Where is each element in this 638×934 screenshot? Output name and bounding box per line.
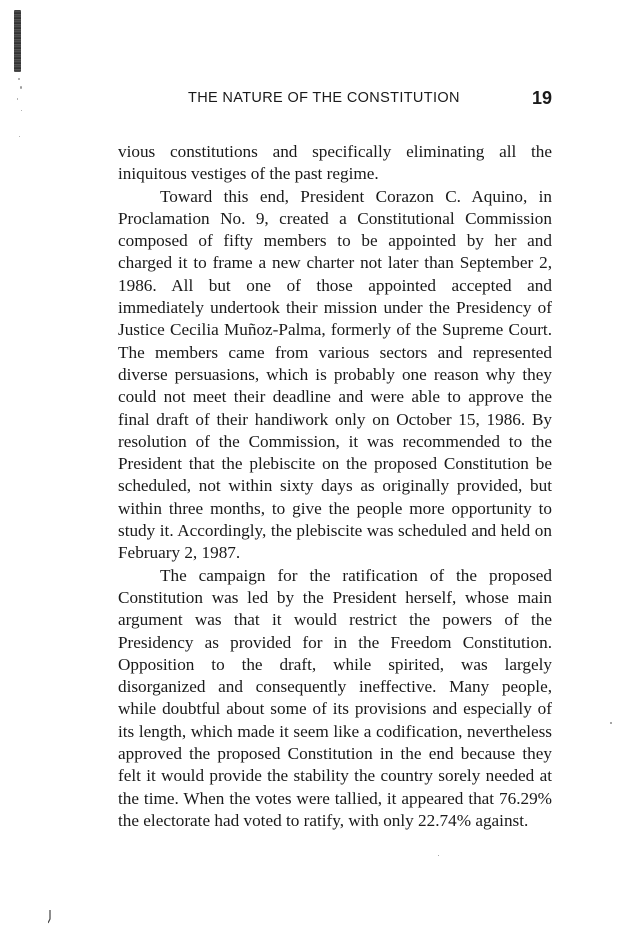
scan-mark <box>48 910 52 924</box>
scan-speck <box>19 136 20 137</box>
scan-speck <box>20 86 22 89</box>
paragraph: Toward this end, President Corazon C. Aquino, in Proclamation No. 9, created a Constitutional Commission composed of fifty members to be appointed by her and charged it to frame a new charter not later than September 2, 1986. All but one of those appointed accepted and immediately undertook their mission under the Presidency of Justice Cecilia Muñoz-Palma, formerly of the Supreme Court. The members came from various sectors and represented diverse persuasions, which is probably one reason why they could not meet their deadline and were able to approve the final draft of their handiwork only on October 15, 1986. By resolution of the Commission, it was recommended to the President that the plebiscite on the proposed Constitution be scheduled, not within sixty days as originally provided, but within three months, to give the people more opportunity to study it. Accordingly, the plebiscite was scheduled and held on February 2, 1987. <box>118 186 552 563</box>
paragraph-continued: vious constitutions and specifically eliminating all the iniquitous vestiges of the past regime. <box>118 142 552 184</box>
running-title: THE NATURE OF THE CONSTITUTION <box>188 90 460 106</box>
scan-speck <box>610 722 612 724</box>
binding-shadow <box>14 10 21 72</box>
scan-speck <box>17 98 18 100</box>
paragraph: The campaign for the ratification of the proposed Constitution was led by the President herself, whose main argument was that it would restrict the powers of the Presidency as provided for in the Freedom Constitution. Opposition to the draft, while spirited, was largely disorganized and consequently ineffective. Many people, while doubtful about some of its provisions and especially of its length, which made it seem like a codification, nevertheless approved the proposed Constitution in the end because they felt it would provide the stability the country sorely needed at the time. When the votes were tallied, it appeared that 76.29% the electorate had voted to ratify, with only 22.74% against. <box>118 565 552 830</box>
scan-speck <box>438 855 439 856</box>
scan-speck <box>21 110 22 111</box>
running-header <box>118 88 552 112</box>
page-number: 19 <box>531 88 552 108</box>
binding-edge-scan-artifact <box>0 6 30 176</box>
body-text <box>118 141 552 832</box>
scan-speck <box>18 78 20 80</box>
